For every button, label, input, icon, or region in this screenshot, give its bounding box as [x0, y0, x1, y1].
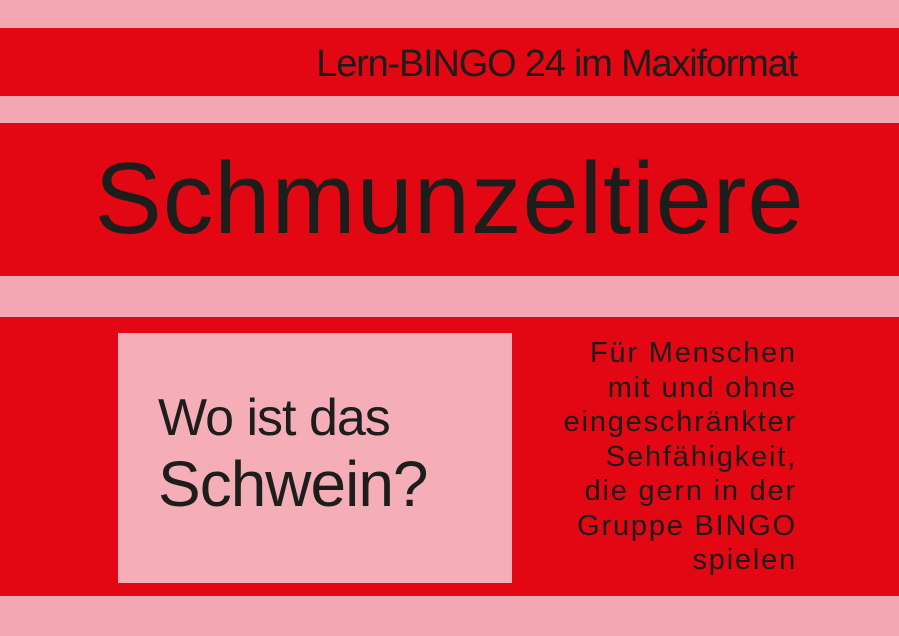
audience-note-line: die gern in der [584, 475, 797, 507]
audience-note-line: Gruppe BINGO [577, 509, 797, 542]
question-box [118, 333, 512, 583]
audience-note-line: Sehfähigkeit, [605, 440, 797, 473]
audience-note-line: Für Menschen [590, 337, 797, 369]
title-band [0, 123, 899, 276]
audience-note-line: mit und ohne [607, 371, 797, 404]
question-line-2: Schwein? [158, 448, 428, 520]
series-label: Lern-BINGO 24 im Maxiformat [316, 43, 797, 85]
audience-note-line: eingeschränkter [563, 406, 797, 438]
question-line-1: Wo ist das [158, 389, 390, 447]
audience-note [564, 336, 797, 578]
page-title: Schmunzeltiere [94, 143, 805, 255]
main-band [0, 317, 899, 596]
series-band [0, 28, 899, 96]
audience-note-line: spielen [692, 544, 797, 576]
